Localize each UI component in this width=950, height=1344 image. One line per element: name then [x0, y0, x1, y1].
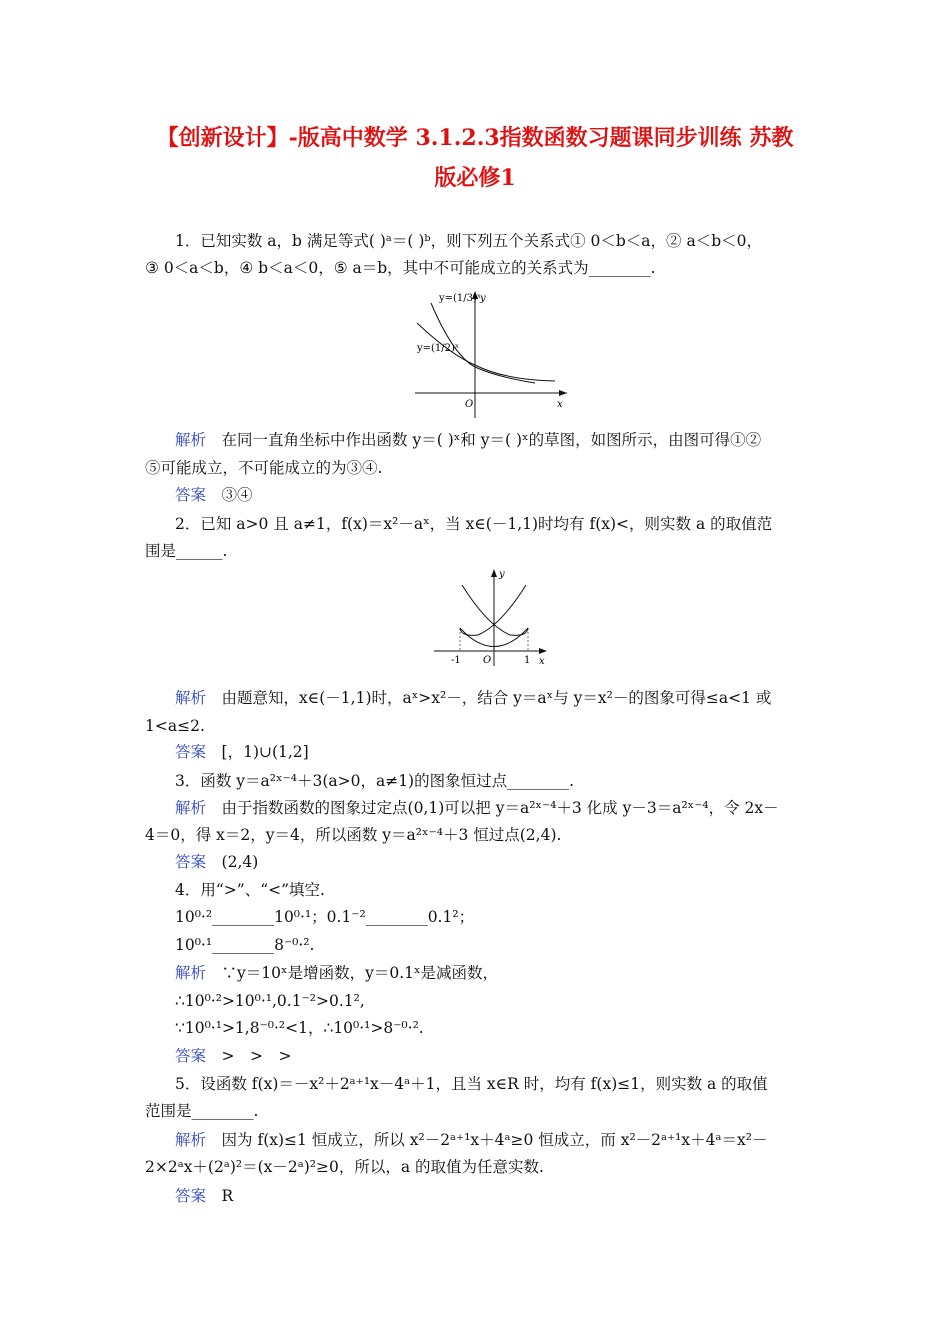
q1-stem-line-1: 1．已知实数 a，b 满足等式( )ᵃ＝( )ᵇ，则下列五个关系式① 0＜b＜a，② a＜b＜0， [175, 232, 763, 250]
x-label: x [539, 656, 545, 667]
q3-stem: 3．函数 y＝a²ˣ⁻⁴＋3(a>0，a≠1)的图象恒过点________. [175, 772, 575, 790]
q5-stem-line-2: 范围是________. [145, 1102, 259, 1120]
analysis-label: 解析 [175, 799, 207, 817]
exp-curve-b [460, 585, 526, 635]
title-line-2: 版必修1 [434, 165, 516, 191]
q2-analysis-text: 由题意知，x∈(－1,1)时，aˣ>x²－，结合 y＝aˣ与 y＝x²－的图象可得≤a<1 或 [221, 689, 772, 707]
q2-graph [432, 565, 557, 668]
q5-analysis-line-1 [175, 1130, 767, 1150]
q4-stem-line-3: 10⁰·¹________8⁻⁰·². [175, 936, 315, 954]
x-label: x [557, 399, 563, 410]
q4-answer [175, 1046, 292, 1066]
q3-analysis-text: 由于指数函数的图象过定点(0,1)可以把 y＝a²ˣ⁻⁴＋3 化成 y－3＝a²ˣ⁻⁴，令 2x－ [221, 799, 779, 817]
answer-label: 答案 [175, 486, 207, 504]
one-label: 1 [524, 655, 531, 666]
q4-analysis-line-2: ∴10⁰·²>10⁰·¹,0.1⁻²>0.1², [175, 992, 365, 1010]
q3-answer [175, 852, 258, 872]
q3-analysis-line-1 [175, 798, 779, 818]
answer-label: 答案 [175, 1187, 207, 1205]
answer-label: 答案 [175, 1047, 207, 1065]
q2-stem-line-1: 2．已知 a>0 且 a≠1，f(x)＝x²－aˣ，当 x∈(－1,1)时均有 f(x)<，则实数 a 的取值范 [175, 515, 773, 533]
q3-answer-text: (2,4) [221, 853, 259, 871]
q2-answer [175, 742, 309, 762]
q4-analysis-line-3: ∵10⁰·¹>1,8⁻⁰·²<1，∴10⁰·¹>8⁻⁰·². [175, 1019, 424, 1037]
curve1-label: y=(1/3)ˣ [439, 293, 482, 304]
y-label: y [480, 293, 486, 304]
q5-analysis-line-2: 2×2ᵃx＋(2ᵃ)²＝(x－2ᵃ)²≥0，所以，a 的取值为任意实数. [145, 1158, 544, 1176]
answer-label: 答案 [175, 743, 207, 761]
answer-label: 答案 [175, 853, 207, 871]
q1-analysis-line-2: ⑤可能成立，不可能成立的为③④. [145, 459, 383, 477]
q2-answer-text: [，1)∪(1,2] [221, 743, 309, 761]
origin-label: O [465, 399, 474, 410]
q3-analysis-line-2: 4＝0，得 x＝2，y＝4，所以函数 y＝a²ˣ⁻⁴＋3 恒过点(2,4). [145, 826, 562, 844]
analysis-label: 解析 [175, 689, 207, 707]
q1-analysis-line-1 [175, 430, 761, 450]
analysis-label: 解析 [175, 1131, 207, 1149]
q2-stem-line-2: 围是______. [145, 542, 228, 560]
q1-graph [405, 285, 575, 420]
q4-answer-text: > > > [221, 1047, 292, 1065]
q4-analysis-text: ∵y＝10ˣ是增函数，y＝0.1ˣ是减函数， [221, 964, 499, 982]
q1-analysis-text: 在同一直角坐标中作出函数 y＝( )ˣ和 y＝( )ˣ的草图，如图所示，由图可得①② [221, 431, 762, 449]
analysis-label: 解析 [175, 431, 207, 449]
exp-curve-a [462, 585, 528, 635]
q5-analysis-text: 因为 f(x)≤1 恒成立，所以 x²－2ᵃ⁺¹x＋4ᵃ≥0 恒成立，而 x²－2ᵃ⁺¹x＋4ᵃ＝x²－ [221, 1131, 768, 1149]
q1-answer-text: ③④ [221, 486, 253, 504]
q5-answer-text: R [221, 1187, 234, 1205]
q5-stem-line-1: 5．设函数 f(x)＝－x²＋2ᵃ⁺¹x－4ᵃ＋1，且当 x∈R 时，均有 f(x)≤1，则实数 a 的取值 [175, 1075, 768, 1093]
neg-one-label: -1 [451, 655, 461, 666]
q1-answer [175, 485, 253, 505]
q1-stem-line-2: ③ 0＜a＜b，④ b＜a＜0，⑤ a＝b，其中不可能成立的关系式为________. [145, 259, 656, 277]
y-label: y [499, 569, 505, 580]
q4-analysis-line-1 [175, 963, 498, 983]
q5-answer [175, 1186, 233, 1206]
curve2-label: y=(1/2)ˣ [417, 343, 460, 354]
q2-analysis-line-2: 1<a≤2. [145, 717, 205, 735]
title-line-1: 【创新设计】-版高中数学 3.1.2.3指数函数习题课同步训练 苏教 [156, 125, 794, 151]
analysis-label: 解析 [175, 964, 207, 982]
q2-analysis-line-1 [175, 688, 771, 708]
document-title [110, 118, 840, 198]
origin-label: O [483, 655, 492, 666]
q4-stem-line-1: 4．用“>”、“<”填空. [175, 881, 325, 899]
q4-stem-line-2: 10⁰·²________10⁰·¹；0.1⁻²________0.1²； [175, 908, 475, 926]
